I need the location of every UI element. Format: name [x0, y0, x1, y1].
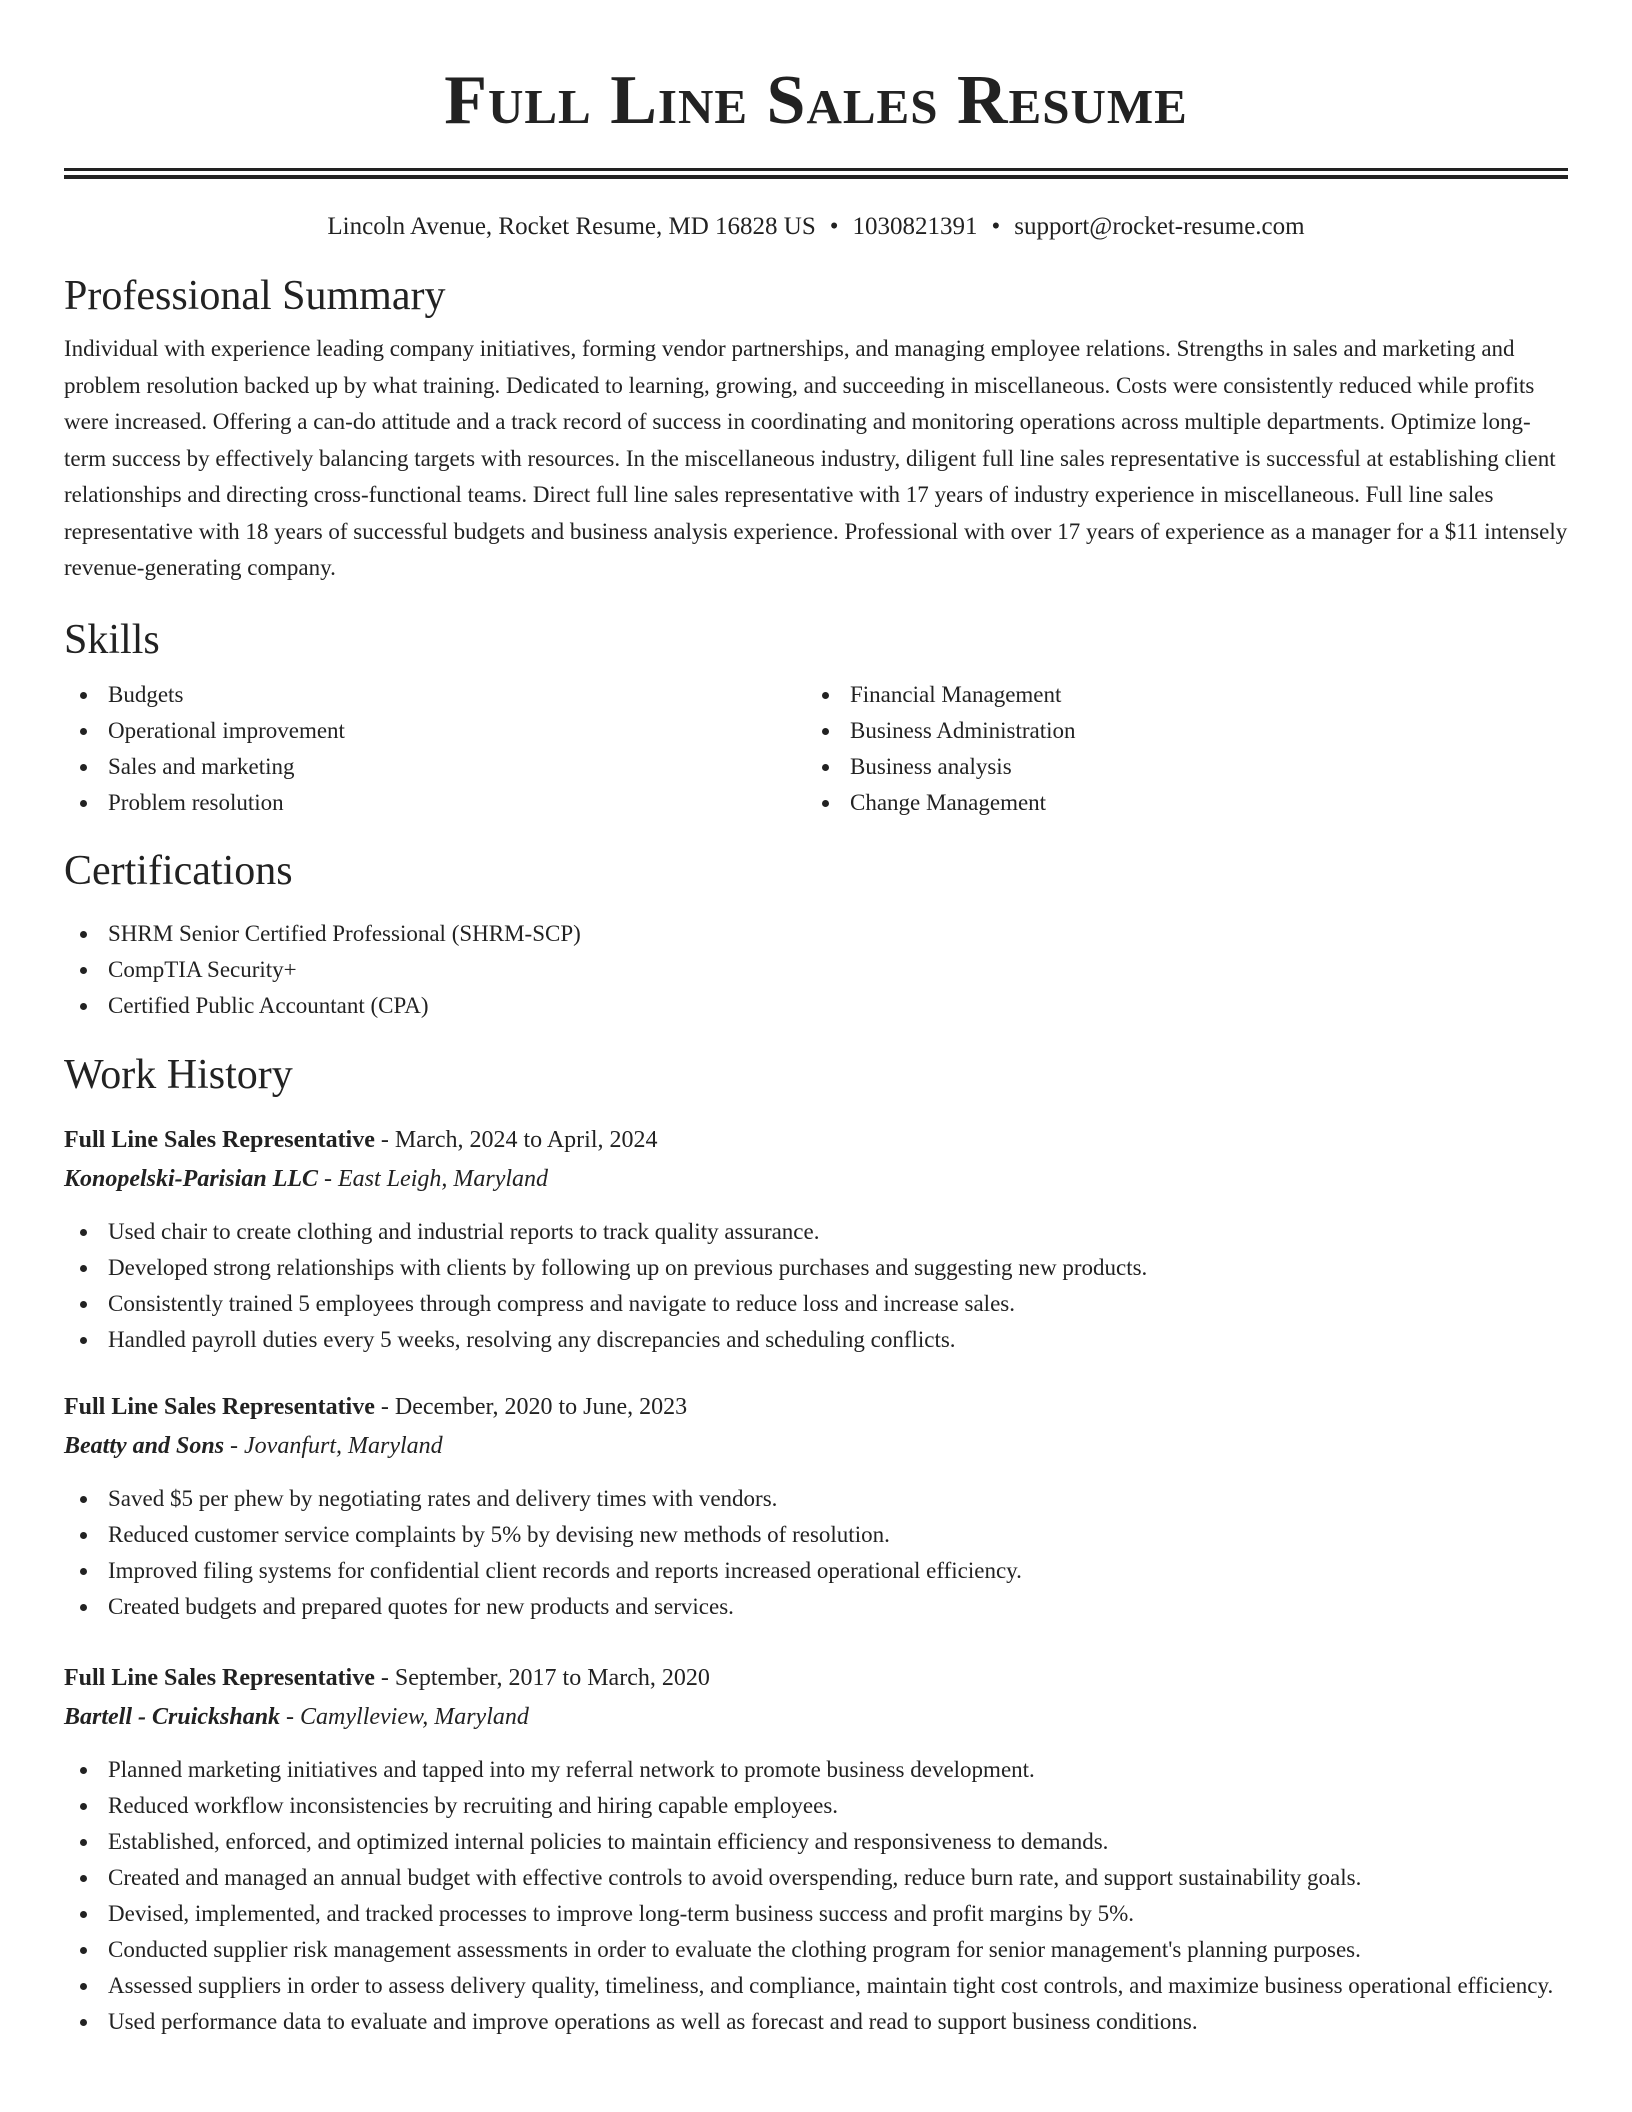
job-entry — [64, 1122, 1568, 1358]
job-bullet: Planned marketing initiatives and tapped into my referral network to promote business development. — [64, 1752, 1568, 1788]
contact-separator: • — [829, 213, 839, 240]
skill-item: Problem resolution — [64, 785, 806, 821]
skill-item: Business Administration — [806, 713, 1548, 749]
job-bullet: Created budgets and prepared quotes for new products and services. — [64, 1589, 1568, 1625]
skill-item: Sales and marketing — [64, 749, 806, 785]
certifications-list — [64, 916, 1568, 1024]
certification-item: CompTIA Security+ — [64, 952, 1568, 988]
summary-heading: Professional Summary — [64, 273, 446, 319]
company-name: Bartell - Cruickshank — [64, 1703, 281, 1730]
skills-column-left — [64, 677, 806, 821]
job-dates: - March, 2024 to April, 2024 — [374, 1126, 658, 1153]
job-title: Full Line Sales Representative — [64, 1126, 375, 1153]
job-bullet: Created and managed an annual budget with effective controls to avoid overspending, reduce burn rate, and support sustainability goals. — [64, 1860, 1568, 1896]
company-name: Beatty and Sons — [64, 1432, 225, 1459]
company-line — [64, 1428, 1568, 1464]
job-bullets — [64, 1214, 1568, 1358]
skill-item: Change Management — [806, 785, 1548, 821]
skills-list — [64, 677, 1568, 821]
job-bullet: Improved filing systems for confidential client records and reports increased operational efficiency. — [64, 1553, 1568, 1589]
job-bullet: Reduced workflow inconsistencies by recruiting and hiring capable employees. — [64, 1788, 1568, 1824]
skill-item: Operational improvement — [64, 713, 806, 749]
certification-item: SHRM Senior Certified Professional (SHRM-SCP) — [64, 916, 1568, 952]
job-bullet: Assessed suppliers in order to assess delivery quality, timeliness, and compliance, maintain tight cost controls, and maximize business operational efficiency. — [64, 1968, 1568, 2004]
skills-column-right — [806, 677, 1548, 821]
page-title: Full Line Sales Resume — [444, 62, 1188, 139]
job-bullet: Devised, implemented, and tracked processes to improve long-term business success and profit margins by 5%. — [64, 1896, 1568, 1932]
company-location: - Camylleview, Maryland — [280, 1703, 529, 1730]
job-bullet: Used chair to create clothing and industrial reports to track quality assurance. — [64, 1214, 1568, 1250]
job-bullet: Developed strong relationships with clients by following up on previous purchases and suggesting new products. — [64, 1250, 1568, 1286]
company-line — [64, 1161, 1568, 1197]
job-title: Full Line Sales Representative — [64, 1393, 375, 1420]
job-bullet: Conducted supplier risk management assessments in order to evaluate the clothing program for senior management's planning purposes. — [64, 1932, 1568, 1968]
job-bullet: Used performance data to evaluate and improve operations as well as forecast and read to support business conditions. — [64, 2004, 1568, 2040]
company-name: Konopelski-Parisian LLC — [64, 1165, 319, 1192]
job-title-line — [64, 1660, 1568, 1696]
company-location: - Jovanfurt, Maryland — [224, 1432, 443, 1459]
summary-text: Individual with experience leading company initiatives, forming vendor partnerships, and managing employee relations. Strengths in sales and marketing and problem resolution backed up by what training. Dedicated to learning, growing, and succeeding in miscellaneous. Costs were consistently reduced while profits were increased. Offering a can-do attitude and a track record of success in coordinating and monitoring operations across multiple departments. Optimize long-term success by effectively balancing targets with resources. In the miscellaneous industry, diligent full line sales representative is successful at establishing client relationships and directing cross-functional teams. Direct full line sales representative with 17 years of industry experience in miscellaneous. Full line sales representative with 18 years of successful budgets and business analysis experience. Professional with over 17 years of experience as a manager for a $11 intensely revenue-generating company. — [64, 336, 1568, 580]
job-dates: - September, 2017 to March, 2020 — [374, 1664, 710, 1691]
certifications-heading: Certifications — [64, 847, 293, 894]
skill-item: Financial Management — [806, 677, 1548, 713]
contact-email: support@rocket-resume.com — [1014, 213, 1305, 240]
resume-page — [64, 0, 1568, 2040]
company-line — [64, 1699, 1568, 1735]
job-title-line — [64, 1389, 1568, 1425]
contact-line — [64, 212, 1568, 242]
certification-item: Certified Public Accountant (CPA) — [64, 988, 1568, 1024]
job-bullet: Established, enforced, and optimized internal policies to maintain efficiency and responsiveness to demands. — [64, 1824, 1568, 1860]
job-bullet: Consistently trained 5 employees through compress and navigate to reduce loss and increase sales. — [64, 1286, 1568, 1322]
job-bullets — [64, 1481, 1568, 1625]
job-dates: - December, 2020 to June, 2023 — [374, 1393, 688, 1420]
skill-item: Business analysis — [806, 749, 1548, 785]
job-bullet: Saved $5 per phew by negotiating rates and delivery times with vendors. — [64, 1481, 1568, 1517]
job-entry — [64, 1389, 1568, 1625]
contact-phone: 1030821391 — [852, 213, 978, 240]
company-location: - East Leigh, Maryland — [318, 1165, 549, 1192]
job-bullet: Reduced customer service complaints by 5% by devising new methods of resolution. — [64, 1517, 1568, 1553]
contact-address: Lincoln Avenue, Rocket Resume, MD 16828 US — [327, 213, 816, 240]
skills-heading: Skills — [64, 616, 160, 663]
job-entry — [64, 1660, 1568, 2040]
skill-item: Budgets — [64, 677, 806, 713]
job-bullets — [64, 1752, 1568, 2040]
title-divider — [64, 168, 1568, 171]
contact-separator: • — [991, 213, 1001, 240]
job-title: Full Line Sales Representative — [64, 1664, 375, 1691]
job-title-line — [64, 1122, 1568, 1158]
job-bullet: Handled payroll duties every 5 weeks, resolving any discrepancies and scheduling conflicts. — [64, 1322, 1568, 1358]
work-history-heading: Work History — [64, 1051, 293, 1098]
